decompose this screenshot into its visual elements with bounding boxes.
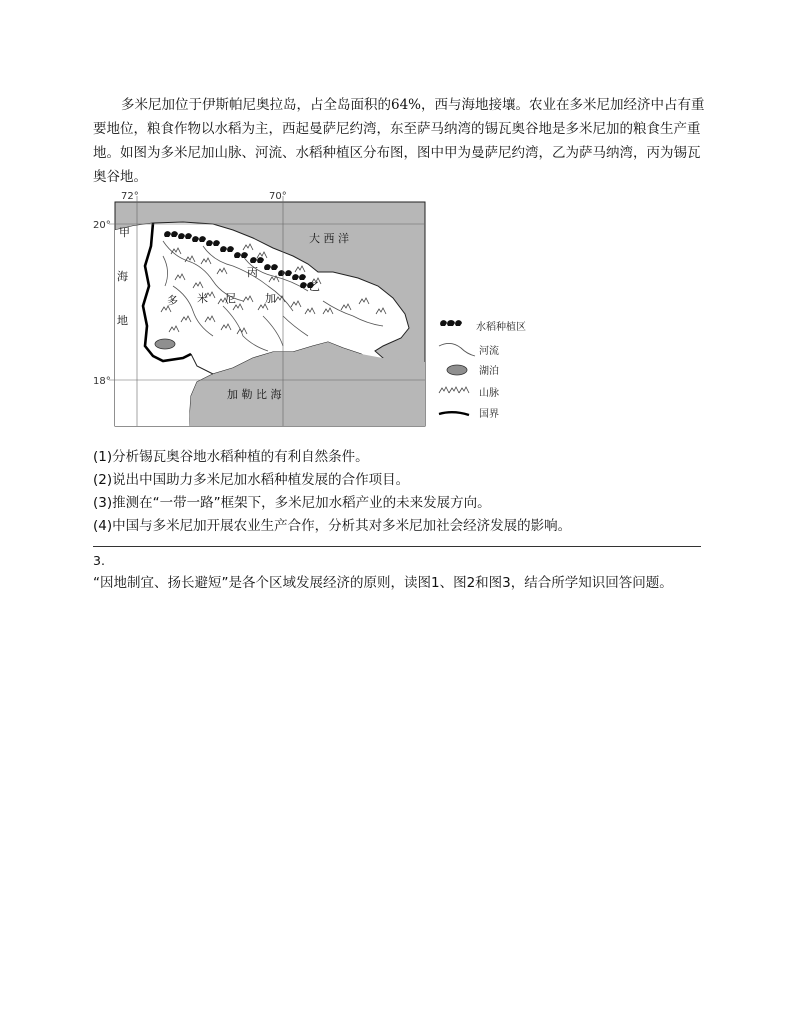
problem-number: 3. bbox=[93, 553, 105, 568]
label-dom-4: 加 bbox=[265, 292, 276, 305]
map-legend bbox=[439, 320, 526, 420]
lon-label-72: 72° bbox=[121, 191, 139, 202]
label-dom-2: 米 bbox=[197, 292, 208, 305]
lat-label-20: 20° bbox=[93, 220, 111, 231]
question-3: (3)推测在“一带一路”框架下，多米尼加水稻产业的未来发展方向。 bbox=[93, 495, 491, 511]
label-caribbean: 加 勒 比 海 bbox=[227, 388, 282, 401]
legend-mountain-label: 山脉 bbox=[479, 388, 499, 399]
legend-border-icon bbox=[439, 412, 469, 415]
legend-border-label: 国界 bbox=[479, 409, 499, 420]
question-2: (2)说出中国助力多米尼加水稻种植发展的合作项目。 bbox=[93, 472, 410, 488]
question-list bbox=[93, 446, 713, 538]
question-1: (1)分析锡瓦奥谷地水稻种植的有利自然条件。 bbox=[93, 449, 369, 465]
legend-lake-label: 湖泊 bbox=[479, 366, 499, 377]
legend-rice-icon bbox=[440, 320, 462, 326]
lat-label-18: 18° bbox=[93, 376, 111, 387]
label-dom-3: 尼 bbox=[225, 292, 236, 305]
label-haiti-1: 海 bbox=[117, 270, 128, 283]
label-jia: 甲 bbox=[119, 226, 130, 239]
intro-paragraph: 多米尼加位于伊斯帕尼奥拉岛，占全岛面积的64%，西与海地接壤。农业在多米尼加经济中占有重要地位，粮食作物以水稻为主，西起曼萨尼约湾，东至萨马纳湾的锡瓦奥谷地是多米尼加的粮食生产重地。如图为多米尼加山脉、河流、水稻种植区分布图，图中甲为曼萨尼约湾，乙为萨马纳湾，丙为锡瓦奥谷地。 bbox=[93, 97, 705, 185]
label-atlantic: 大 西 洋 bbox=[309, 232, 349, 245]
dominican-map bbox=[93, 186, 541, 430]
problem-3-text: “因地制宜、扬长避短”是各个区域发展经济的原则，读图1、图2和图3，结合所学知识回答问题。 bbox=[93, 575, 673, 591]
legend-rice-label: 水稻种植区 bbox=[476, 322, 526, 333]
legend-river-icon bbox=[439, 343, 475, 356]
map-figure bbox=[93, 186, 541, 430]
legend-lake-icon bbox=[447, 365, 467, 375]
label-haiti-2: 地 bbox=[117, 314, 128, 327]
section-divider bbox=[93, 546, 701, 547]
lake bbox=[155, 339, 175, 349]
label-yi: 乙 bbox=[309, 280, 320, 293]
legend-river-label: 河流 bbox=[479, 346, 499, 357]
question-4: (4)中国与多米尼加开展农业生产合作，分析其对多米尼加社会经济发展的影响。 bbox=[93, 518, 572, 534]
legend-mountain-icon bbox=[439, 387, 469, 393]
lon-label-70: 70° bbox=[269, 191, 287, 202]
label-bing: 丙 bbox=[247, 266, 258, 279]
label-dom-1: 多 bbox=[167, 294, 178, 307]
